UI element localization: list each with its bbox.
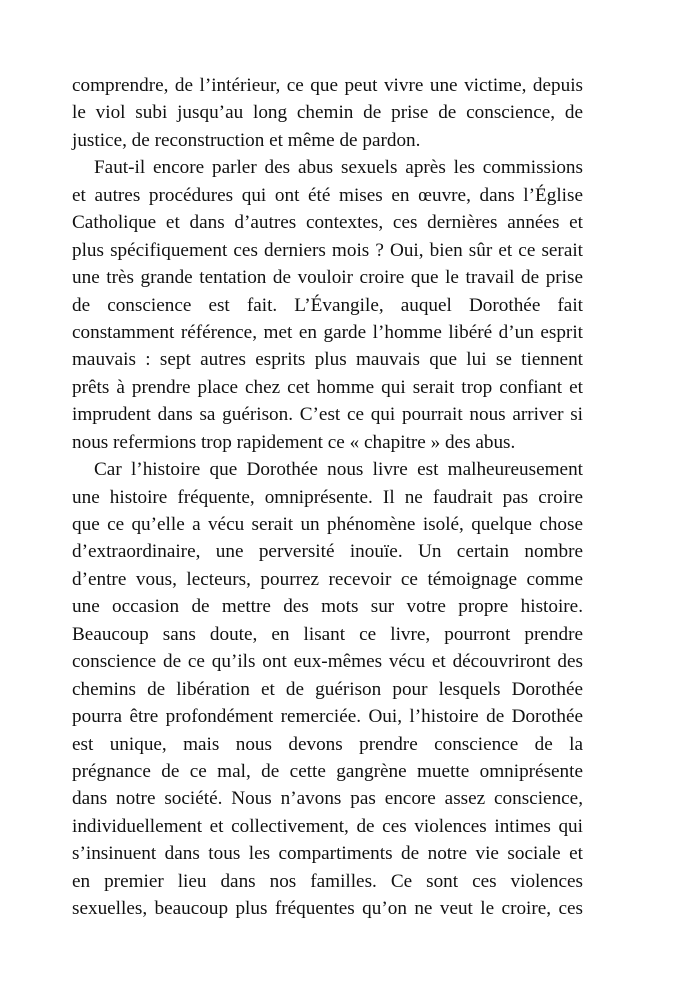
text-line: conscience de ce qu’ils ont eux-mêmes vécu et découvriront des: [72, 651, 583, 673]
text-line: prégnance de ce mal, de cette gangrène muette omniprésente: [72, 760, 583, 782]
text-line: justice, de reconstruction et même de pardon.: [72, 129, 421, 151]
text-line: Beaucoup sans doute, en lisant ce livre, pourront prendre: [72, 623, 583, 645]
text-line: pourra être profondément remerciée. Oui, l’histoire de Dorothée: [72, 706, 583, 728]
page-body-text: [72, 72, 583, 923]
text-line: d’extraordinaire, une perversité inouïe. Un certain nombre: [72, 541, 583, 563]
text-line: et autres procédures qui ont été mises en œuvre, dans l’Église: [72, 184, 583, 206]
text-line: de conscience est fait. L’Évangile, auquel Dorothée fait: [72, 294, 583, 316]
text-line: Car l’histoire que Dorothée nous livre est malheureusement: [94, 459, 583, 481]
text-line: est unique, mais nous devons prendre conscience de la: [72, 733, 583, 755]
text-line: individuellement et collectivement, de ces violences intimes qui: [72, 815, 583, 837]
text-line: chemins de libération et de guérison pour lesquels Dorothée: [72, 678, 583, 700]
text-line: une très grande tentation de vouloir croire que le travail de prise: [72, 267, 583, 289]
paragraph-3: [72, 456, 583, 922]
text-line: nous refermions trop rapidement ce « chapitre » des abus.: [72, 431, 516, 453]
text-line: dans notre société. Nous n’avons pas encore assez conscience,: [72, 788, 583, 810]
text-line: une histoire fréquente, omniprésente. Il ne faudrait pas croire: [72, 486, 583, 508]
text-line: en premier lieu dans nos familles. Ce sont ces violences: [72, 870, 583, 892]
text-line: une occasion de mettre des mots sur votre propre histoire.: [72, 596, 583, 618]
text-line: s’insinuent dans tous les compartiments de notre vie sociale et: [72, 843, 583, 865]
text-line: comprendre, de l’intérieur, ce que peut vivre une victime, depuis: [72, 75, 583, 96]
text-line: Catholique et dans d’autres contextes, ces dernières années et: [72, 212, 583, 234]
text-line: prêts à prendre place chez cet homme qui serait trop confiant et: [72, 376, 583, 398]
text-line: Faut-il encore parler des abus sexuels après les commissions: [94, 157, 583, 179]
text-line: plus spécifiquement ces derniers mois ? Oui, bien sûr et ce serait: [72, 239, 583, 261]
paragraph-2: [72, 154, 583, 456]
text-line: sexuelles, beaucoup plus fréquentes qu’on ne veut le croire, ces: [72, 898, 583, 920]
text-line: imprudent dans sa guérison. C’est ce qui pourrait nous arriver si: [72, 404, 583, 426]
text-line: mauvais : sept autres esprits plus mauvais que lui se tiennent: [72, 349, 583, 371]
paragraph-1: [72, 72, 583, 154]
text-line: d’entre vous, lecteurs, pourrez recevoir ce témoignage comme: [72, 568, 583, 590]
text-line: que ce qu’elle a vécu serait un phénomène isolé, quelque chose: [72, 514, 583, 535]
text-line: constamment référence, met en garde l’homme libéré d’un esprit: [72, 321, 583, 343]
text-line: le viol subi jusqu’au long chemin de prise de conscience, de: [72, 102, 583, 124]
